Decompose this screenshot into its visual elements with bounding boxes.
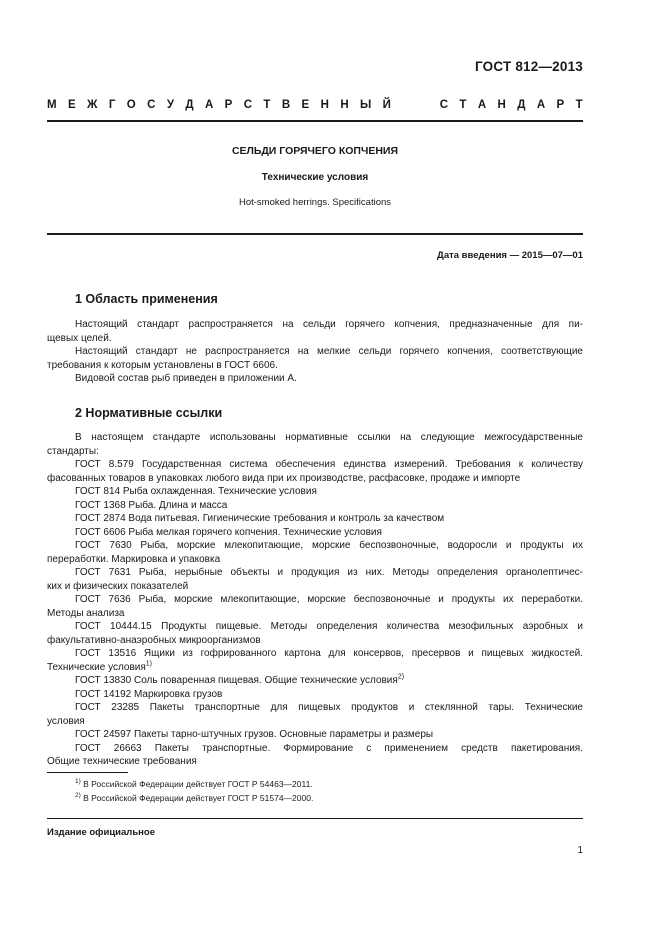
reference-text: Общие технические требования — [47, 756, 197, 767]
document-page — [47, 0, 583, 935]
reference-line — [47, 620, 583, 634]
normative-references-list — [47, 431, 583, 769]
footnote-2 — [75, 793, 313, 803]
reference-text: ГОСТ 26663 Пакеты транспортные. Формирование с применением средств пакетирования. — [75, 742, 583, 754]
title-rule — [47, 233, 583, 235]
reference-text: В настоящем стандарте использованы нормативные ссылки на следующие межгосударственные — [75, 432, 583, 443]
footnote-ref: 2) — [397, 673, 405, 681]
section-1-line: Видовой состав рыб приведен в приложении А. — [75, 373, 297, 384]
reference-line — [47, 742, 583, 756]
section-1-line: щевых целей. — [47, 332, 112, 344]
banner-letter: Е — [67, 99, 76, 111]
banner-letter: Н — [320, 99, 329, 111]
banner-letter: Д — [517, 99, 526, 111]
banner-letter: Т — [575, 99, 583, 111]
reference-text: Методы анализа — [47, 607, 125, 619]
reference-text: ГОСТ 8.579 Государственная система обеспечения единства измерений. Требования к количеству — [75, 459, 583, 470]
banner-letter: С — [243, 99, 253, 111]
reference-text: факультативно-анаэробных микроорганизмов — [47, 634, 261, 646]
reference-line — [47, 715, 583, 729]
reference-line — [47, 607, 583, 621]
reference-text: ГОСТ 2874 Вода питьевая. Гигиенические требования и контроль за качеством — [75, 513, 445, 524]
reference-line — [47, 499, 583, 513]
banner-letter: А — [536, 99, 546, 111]
banner-letter: Й — [382, 99, 391, 111]
reference-text: условия — [47, 715, 85, 727]
reference-text: ГОСТ 7636 Рыба, морские млекопитающие, морские беспозвоночные и продукты их переработки. — [75, 594, 583, 605]
reference-line — [47, 728, 583, 742]
reference-line — [47, 512, 583, 526]
banner-letter: Ы — [360, 99, 372, 111]
banner-letter: Ж — [87, 99, 98, 111]
banner-letter: А — [204, 99, 214, 111]
reference-line — [47, 566, 583, 580]
english-title: Hot-smoked herrings. Specifications — [238, 197, 392, 208]
reference-text: ГОСТ 7631 Рыба, нерыбные объекты и продукция из них. Методы определения органолептичес- — [75, 567, 583, 578]
footnote-2-text: В Российской Федерации действует ГОСТ Р 51574—2000. — [83, 793, 314, 803]
section-2-heading: 2 Нормативные ссылки — [75, 406, 223, 420]
banner-letter: В — [281, 99, 291, 111]
reference-line — [47, 472, 583, 486]
header-rule — [47, 120, 583, 122]
reference-line — [47, 445, 583, 459]
banner-letter: О — [126, 99, 136, 111]
reference-line — [47, 755, 583, 769]
banner-letter: Н — [340, 99, 349, 111]
reference-line — [47, 580, 583, 594]
banner-letter: М — [47, 99, 57, 111]
reference-text: ГОСТ 14192 Маркировка грузов — [75, 688, 223, 700]
reference-text: ГОСТ 7630 Рыба, морские млекопитающие, морские беспозвоночные, водоросли и продукты их — [75, 540, 583, 551]
reference-text: ГОСТ 13830 Соль поваренная пищевая. Общие технические условия — [75, 675, 398, 686]
banner-letter: С — [439, 99, 449, 111]
reference-line — [47, 553, 583, 567]
document-title: СЕЛЬДИ ГОРЯЧЕГО КОПЧЕНИЯ — [231, 145, 399, 157]
reference-text: стандарты: — [47, 445, 99, 457]
reference-line — [47, 701, 583, 715]
section-1-line: требования к которым установлены в ГОСТ 6606. — [47, 359, 278, 371]
banner-letter: Е — [301, 99, 310, 111]
reference-line — [47, 593, 583, 607]
reference-line — [47, 485, 583, 499]
section-1-line: Настоящий стандарт не распространяется на мелкие сельди горячего копчения, соответствующие — [75, 346, 583, 357]
reference-line — [47, 539, 583, 553]
reference-line — [47, 647, 583, 661]
banner-letter: Т — [459, 99, 467, 111]
reference-text: Технические условия — [47, 661, 146, 673]
banner-letter: С — [147, 99, 156, 111]
reference-text: ГОСТ 6606 Рыба мелкая горячего копчения. Технические условия — [75, 526, 382, 538]
footer-rule — [47, 818, 583, 819]
reference-line — [47, 661, 583, 675]
section-1-heading: 1 Область применения — [75, 292, 218, 306]
introduction-date: Дата введения — 2015—07—01 — [437, 250, 583, 261]
footnote-1-text: В Российской Федерации действует ГОСТ Р 54463—2011. — [83, 779, 313, 789]
document-code: ГОСТ 812—2013 — [474, 59, 583, 74]
edition-label: Издание официальное — [47, 827, 155, 838]
page-number: 1 — [577, 845, 583, 856]
banner-gap — [402, 99, 428, 111]
reference-line — [47, 674, 583, 688]
reference-text: фасованных товаров в упаковках любого вида при их производстве, расфасовке, продаже и импорте — [47, 472, 521, 484]
banner-letter: Т — [263, 99, 271, 111]
footnote-separator — [47, 772, 128, 773]
footnote-1-mark: 1) — [75, 778, 81, 786]
reference-line — [47, 431, 583, 445]
reference-text: ГОСТ 24597 Пакеты тарно-штучных грузов. Основные параметры и размеры — [75, 729, 434, 740]
section-1-line: Настоящий стандарт распространяется на сельди горячего копчения, предназначенные для пи- — [75, 319, 583, 330]
reference-text: переработки. Маркировка и упаковка — [47, 553, 221, 565]
banner-letter: Г — [108, 99, 116, 111]
document-subtitle: Технические условия — [261, 172, 369, 183]
banner-letter: А — [477, 99, 487, 111]
footnote-1 — [75, 779, 313, 789]
banner-letter: Р — [556, 99, 565, 111]
reference-text: ГОСТ 814 Рыба охлажденная. Технические условия — [75, 486, 317, 497]
reference-text: ГОСТ 10444.15 Продукты пищевые. Методы определения количества мезофильных аэробных и — [75, 621, 583, 632]
reference-line — [47, 458, 583, 472]
reference-text: ГОСТ 23285 Пакеты транспортные для пищевых продуктов и стеклянной тары. Технические — [75, 702, 583, 713]
footnote-2-mark: 2) — [75, 792, 81, 800]
reference-text: ГОСТ 1368 Рыба. Длина и масса — [75, 499, 228, 511]
reference-line — [47, 688, 583, 702]
footnote-ref: 1) — [145, 660, 153, 668]
reference-text: ГОСТ 13516 Ящики из гофрированного картона для консервов, пресервов и пищевых жидкостей. — [75, 648, 583, 659]
banner-letter: Р — [224, 99, 233, 111]
banner-letter: Д — [185, 99, 194, 111]
banner-letter: Н — [497, 99, 506, 111]
banner-letter: У — [166, 99, 174, 111]
reference-line — [47, 526, 583, 540]
section-1-body — [47, 318, 583, 386]
reference-text: ких и физических показателей — [47, 580, 189, 592]
interstate-standard-banner — [47, 99, 583, 111]
reference-line — [47, 634, 583, 648]
